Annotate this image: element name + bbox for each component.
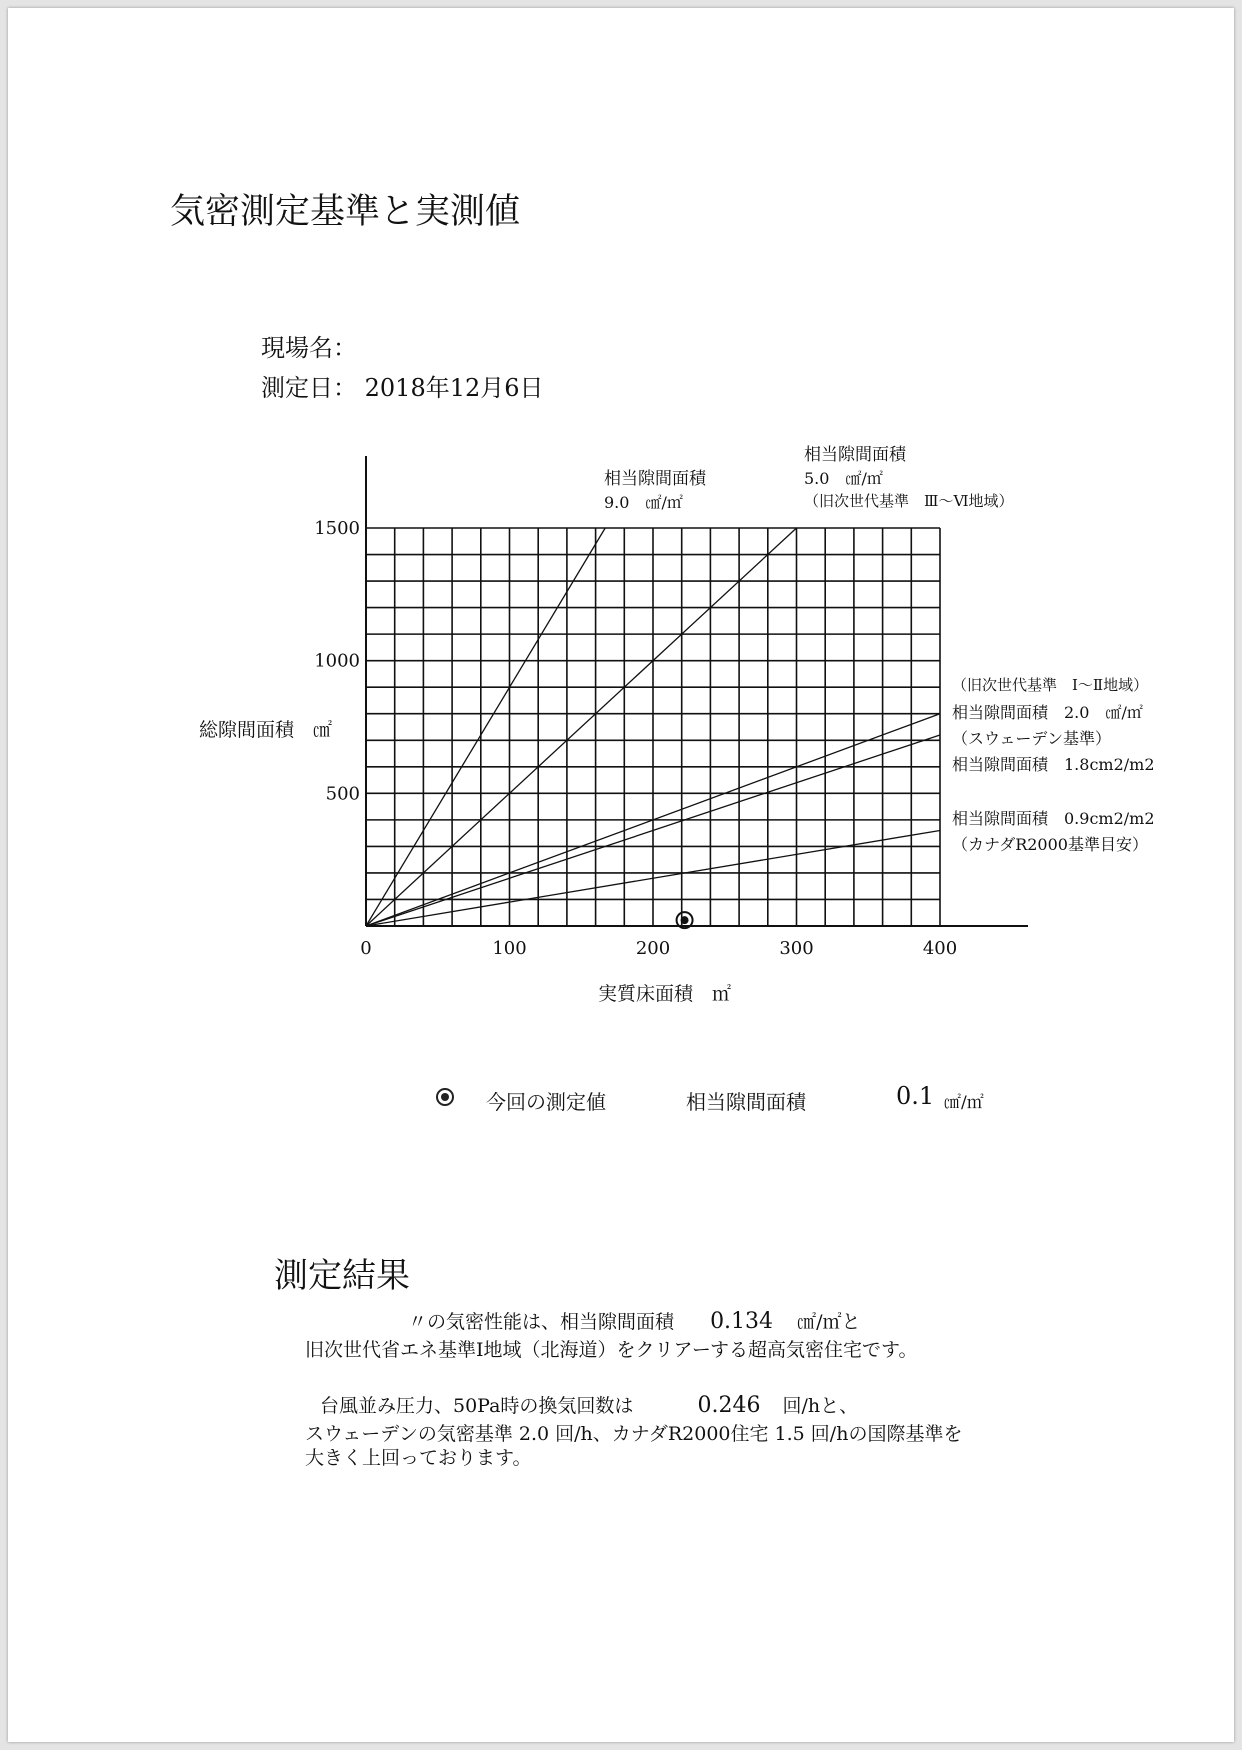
- series-label: （旧次世代基準 Ⅰ～Ⅱ地域）: [952, 676, 1149, 694]
- legend-value: 0.1: [896, 1082, 935, 1110]
- y-tick-label: 1500: [314, 518, 360, 539]
- chart-tick-labels: [314, 518, 957, 959]
- site-name-label: 現場名：: [261, 334, 357, 362]
- result-1-value: 0.134: [710, 1309, 774, 1334]
- result-1-suffix: ㎠/㎡と: [797, 1311, 861, 1333]
- x-tick-label: 0: [360, 938, 372, 959]
- airtightness-chart: [8, 8, 1234, 1028]
- series-label: 相当隙間面積 2.0 ㎠/㎡: [952, 703, 1143, 722]
- series-label: （旧次世代基準 Ⅲ～Ⅵ地域）: [804, 492, 1014, 510]
- x-tick-label: 400: [922, 938, 958, 959]
- series-line: [366, 528, 797, 926]
- measured-point-dot: [681, 916, 689, 924]
- measurement-date-value: 2018年12月6日: [364, 374, 544, 402]
- x-tick-label: 300: [779, 938, 814, 959]
- result-line-2: 旧次世代省エネ基準Ⅰ地域（北海道）をクリアーする超高気密住宅です。: [305, 1339, 918, 1361]
- result-2-prefix: 台風並み圧力、50Pa時の換気回数は: [320, 1395, 634, 1417]
- x-tick-label: 100: [492, 938, 527, 959]
- measured-value-marker-icon: [436, 1088, 454, 1106]
- result-line-5: 大きく上回っております。: [305, 1447, 532, 1469]
- page-title: 気密測定基準と実測値: [170, 192, 521, 232]
- result-line-1: [408, 1310, 861, 1334]
- series-label: 相当隙間面積: [804, 445, 906, 465]
- document-page: [8, 8, 1234, 1742]
- y-tick-label: 500: [325, 783, 360, 805]
- series-label: 5.0 ㎠/㎡: [804, 469, 883, 488]
- legend-label: 相当隙間面積: [686, 1090, 806, 1114]
- legend-marker-label: 今回の測定値: [486, 1090, 606, 1114]
- chart-grid: [366, 528, 940, 926]
- series-label: 相当隙間面積 0.9cm2/m2: [952, 809, 1155, 828]
- y-tick-label: 1000: [314, 650, 360, 672]
- series-label: （カナダR2000基準目安）: [952, 835, 1148, 854]
- series-label: 9.0 ㎠/㎡: [604, 493, 683, 512]
- legend-unit: ㎠/㎡: [944, 1093, 984, 1113]
- results-heading: 測定結果: [274, 1256, 410, 1296]
- result-2-suffix: 回/hと、: [782, 1395, 859, 1417]
- series-label: （スウェーデン基準）: [952, 729, 1112, 748]
- result-line-4: スウェーデンの気密基準 2.0 回/h、カナダR2000住宅 1.5 回/hの国際基準を: [305, 1423, 963, 1445]
- result-1-prefix: 〃の気密性能は、相当隙間面積: [408, 1311, 675, 1333]
- chart-axes: [366, 456, 1028, 926]
- result-line-3: [320, 1394, 858, 1418]
- x-tick-label: 200: [635, 938, 671, 959]
- x-axis-label: 実質床面積 ㎡: [598, 983, 732, 1005]
- series-label: 相当隙間面積 1.8cm2/m2: [952, 755, 1155, 774]
- y-axis-label: 総隙間面積 ㎠: [199, 719, 333, 741]
- series-label: 相当隙間面積: [604, 469, 706, 489]
- measurement-date-label: 測定日：: [261, 374, 357, 402]
- result-2-value: 0.246: [697, 1393, 761, 1418]
- series-line: [366, 528, 605, 926]
